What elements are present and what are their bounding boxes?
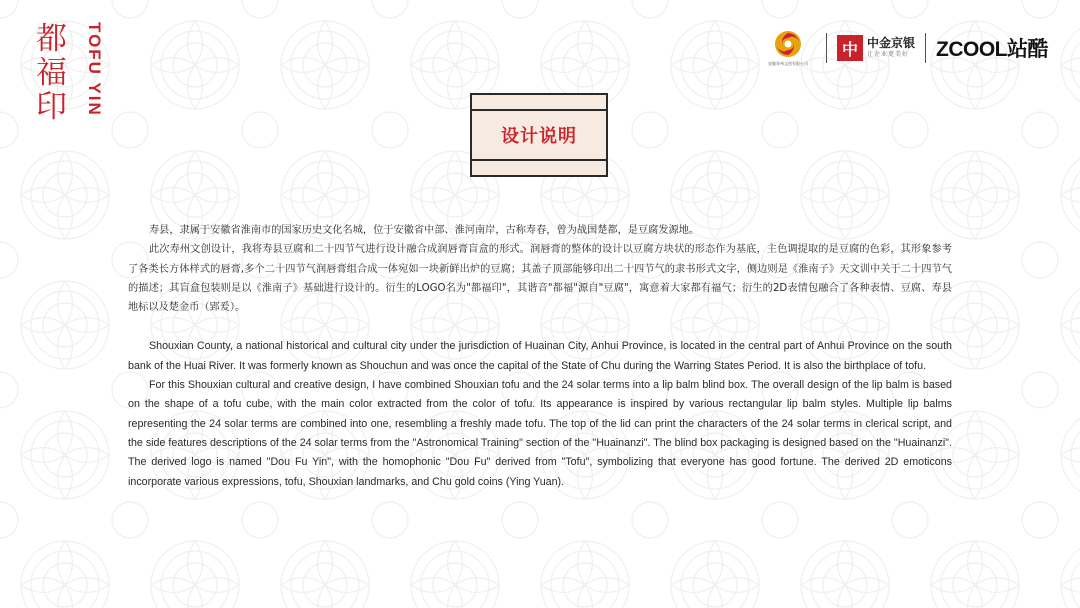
- brand-logo-english: TOFU YIN: [85, 22, 104, 117]
- partner-logo-2: [837, 35, 915, 61]
- zhongjin-box-icon: 中: [837, 35, 863, 61]
- partner-1-caption: 安徽寿州文创有限公司: [767, 61, 808, 66]
- partner-2-name: 中金京银: [866, 36, 915, 50]
- cn-paragraph-1: 寿县，隶属于安徽省淮南市的国家历史文化名城，位于安徽省中部、淮河南岸，古称寿春，曾为战国楚都，是豆腐发源地。: [149, 225, 700, 236]
- partner-2-slogan: 让企业更美好: [866, 51, 909, 58]
- logo-char-2: 福: [36, 55, 68, 91]
- page-title: 设计说明: [501, 126, 577, 147]
- en-paragraph-2: For this Shouxian cultural and creative design, I have combined Shouxian tofu and the 24 solar terms into a lip balm blind box. The overall design of the lip balm is based on the shape of a tofu cube, with the main color extracted from the color of tofu. Its appearance is inspired by various rectangular lip balm styles. Multiple lip balms representing the 24 solar terms are combined into one, resembling a freshly made tofu. The top of the lid can print the characters of the 24 solar terms in clerical script, and the side features descriptions of the 24 solar terms from the "Astronomical Training" section of the "Huainanzi". The blind box packaging is designed based on the "Huainanzi". The derived logo is named "Dou Fu Yin", with the homophonic "Dou Fu" derived from "Tofu", symbolizing that everyone has good fortune. The derived 2D emoticons incorporate various expressions, tofu, Shouxian landmarks, and Chu gold coins (Ying Yuan).: [128, 379, 952, 488]
- partner-logo-1: [760, 29, 816, 67]
- cn-paragraph-2: 此次寿州文创设计，我将寿县豆腐和二十四节气进行设计融合成润唇膏盲盒的形式。润唇膏的整体的设计以豆腐方块状的形态作为基底，主色调提取的是豆腐的色彩，其形象参考了各类长方体样式的唇膏,多个二十四节气润唇膏组合成一体宛如一块新鲜出炉的豆腐；其盖子顶部能够印出二十四节气的隶书形式文字，侧边则是《淮南子》天文训中关于二十四节气的描述；其盲盒包装则是以《淮南子》基础进行设计的。衍生的LOGO名为"都福印"，其谐音"都福"源自"豆腐"，寓意着大家都有福气；衍生的2D表情包融合了各种表情、豆腐、寿县地标以及楚金币（郢爰）。: [128, 244, 952, 314]
- title-bottom-rule: [472, 159, 606, 161]
- swirl-logo-icon: [773, 29, 803, 59]
- partner-logos: [760, 28, 1048, 68]
- title-top-rule: [472, 109, 606, 111]
- partner-logo-3: ZCOOL站酷: [936, 38, 1048, 61]
- en-paragraph-1: Shouxian County, a national historical and cultural city under the jurisdiction of Huainan City, Anhui Province, is located in the central part of Anhui Province on the south bank of the Huai River. It was formerly known as Shouchun and was once the capital of the State of Chu during the Warring States Period. It is also the birthplace of tofu.: [128, 340, 952, 372]
- logo-char-3: 印: [36, 89, 68, 125]
- partner-divider-2: [925, 33, 926, 63]
- chinese-description: [128, 221, 952, 317]
- description-content: [128, 221, 952, 492]
- logo-char-1: 都: [36, 21, 68, 57]
- partner-divider-1: [826, 33, 827, 63]
- english-description: [128, 337, 952, 491]
- page-title-box: [470, 93, 608, 177]
